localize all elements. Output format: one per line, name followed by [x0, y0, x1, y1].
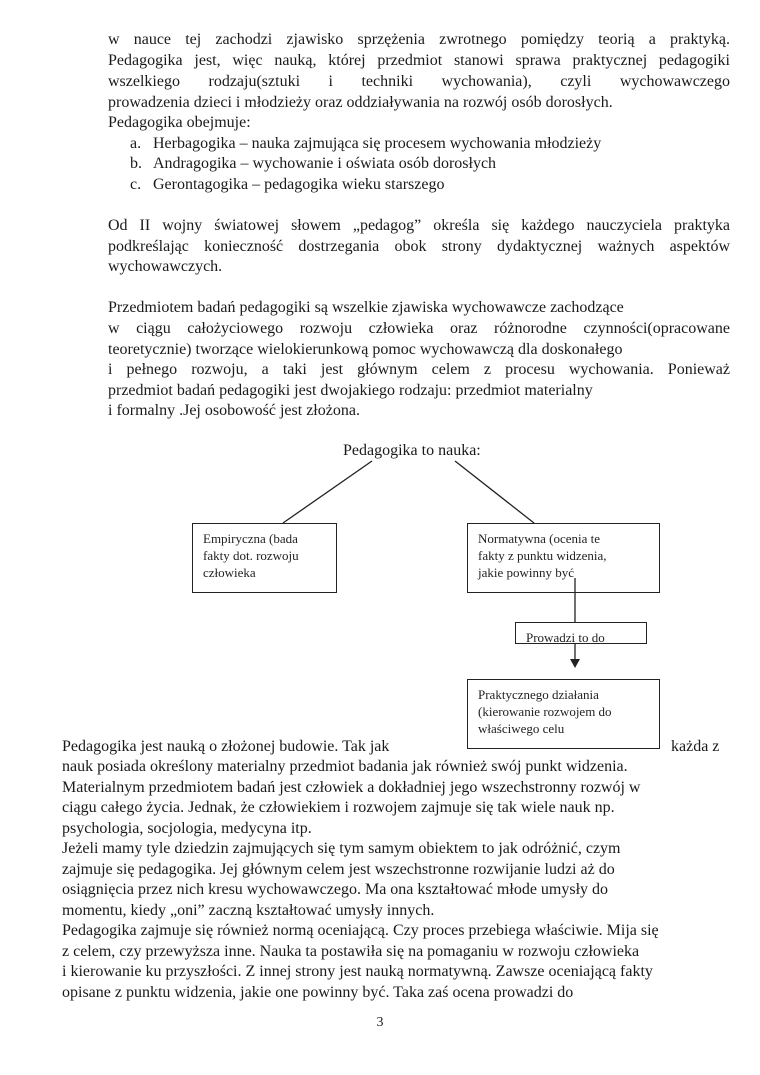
- diagram-box-empirical: [192, 523, 337, 593]
- paragraph4-line: Jeżeli mamy tyle dziedzin zajmujących się tym samym obiektem to jak odróżnić, czym: [62, 840, 621, 857]
- connector-right: [455, 461, 534, 523]
- paragraph4-line: nauk posiada określony materialny przedmiot badania jak również swój punkt widzenia.: [62, 758, 628, 775]
- box-line: Empiryczna (bada: [203, 531, 298, 546]
- list-marker: c.: [130, 176, 142, 193]
- box-line: Praktycznego działania: [478, 687, 599, 702]
- paragraph4-line: z celem, czy przewyższa inne. Nauka ta postawiła się na pomaganiu w rozwoju człowieka: [62, 943, 640, 960]
- paragraph3-line: przedmiot badań pedagogiki jest dwojakiego rodzaju: przedmiot materialny: [108, 382, 593, 399]
- box-line: Prowadzi to do: [526, 630, 605, 644]
- list-text: Andragogika – wychowanie i oświata osób dorosłych: [153, 155, 497, 172]
- paragraph1-line: prowadzenia dzieci i młodzieży oraz oddziaływania na rozwój osób dorosłych.: [108, 94, 613, 111]
- box-line: człowieka: [203, 565, 256, 580]
- diagram-box-normative: [467, 523, 660, 593]
- connector-left: [283, 461, 372, 523]
- paragraph4-line: Pedagogika zajmuje się również normą oceniającą. Czy proces przebiega właściwie. Mija się: [62, 922, 659, 939]
- paragraph4-line: osiągnięcia przez nich kresu wychowawczego. Ma ona kształtować młode umysły do: [62, 881, 609, 898]
- diagram-title: Pedagogika to nauka:: [343, 442, 481, 459]
- box-line: jakie powinny być: [478, 565, 575, 580]
- paragraph2-line: Od II wojny światowej słowem „pedagog” określa się każdego nauczyciela praktyka: [108, 217, 730, 234]
- paragraph4-line: Materialnym przedmiotem badań jest człowiek a dokładniej jego wszechstronny rozwój w: [62, 779, 641, 796]
- list-text: Herbagogika – nauka zajmująca się procesem wychowania młodzieży: [153, 135, 602, 152]
- paragraph3-line: Przedmiotem badań pedagogiki są wszelkie zjawiska wychowawcze zachodzące: [108, 299, 624, 316]
- paragraph3-line: teoretycznie) tworzące wielokierunkową pomoc wychowawczą dla doskonałego: [108, 341, 623, 358]
- list-text: Gerontagogika – pedagogika wieku starszego: [153, 176, 445, 193]
- paragraph3-line: i formalny .Jej osobowość jest złożona.: [108, 402, 360, 419]
- paragraph4-line: zajmuje się pedagogika. Jej głównym celem jest wszechstronne rozwijanie ludzi aż do: [62, 861, 615, 878]
- box-line: Normatywna (ocenia te: [478, 531, 601, 546]
- paragraph4-line: i kierowanie ku przyszłości. Z innej strony jest nauką normatywną. Zawsze oceniającą fakty: [62, 963, 653, 980]
- list-marker: a.: [130, 135, 142, 152]
- box-line: fakty z punktu widzenia,: [478, 548, 607, 563]
- paragraph1-line: w nauce tej zachodzi zjawisko sprzężenia zwrotnego pomiędzy teorią a praktyką.: [108, 31, 730, 48]
- paragraph4-line: momentu, kiedy „oni” zaczną kształtować umysły innych.: [62, 902, 435, 919]
- paragraph2-line: podkreślając konieczność dostrzegania obok strony dydaktycznej ważnych aspektów: [108, 238, 730, 255]
- paragraph4-first-left: Pedagogika jest nauką o złożonej budowie. Tak jak: [62, 738, 390, 755]
- paragraph3-line: w ciągu całożyciowego rozwoju człowieka oraz różnorodne czynności(opracowane: [108, 320, 730, 337]
- paragraph4-line: ciągu całego życia. Jednak, że człowiekiem i rozwojem zajmuje się tak wiele nauk np.: [62, 799, 615, 816]
- diagram-box-practical: [467, 679, 660, 749]
- paragraph4-line: psychologia, socjologia, medycyna itp.: [62, 820, 312, 837]
- diagram-box-leads-to: [515, 622, 647, 644]
- paragraph4-line: opisane z punktu widzenia, jakie one powinny być. Taka zaś ocena prowadzi do: [62, 984, 574, 1001]
- list-intro: Pedagogika obejmuje:: [108, 114, 251, 131]
- arrow-down-icon: [570, 659, 580, 668]
- list-marker: b.: [130, 155, 142, 172]
- box-line: właściwego celu: [478, 721, 565, 736]
- paragraph3-line: i pełnego rozwoju, a taki jest głównym celem z procesu wychowania. Ponieważ: [108, 361, 730, 378]
- paragraph2-line: wychowawczych.: [108, 258, 223, 275]
- box-line: (kierowanie rozwojem do: [478, 704, 612, 719]
- page-number: 3: [376, 1015, 384, 1030]
- paragraph1-line: Pedagogika jest, więc nauką, której przedmiot stanowi sprawa praktycznej pedagogiki: [108, 52, 730, 69]
- paragraph4-first-right: każda z: [671, 738, 720, 755]
- paragraph1-line: wszelkiego rodzaju(sztuki i techniki wychowania), czyli wychowawczego: [108, 73, 730, 90]
- box-line: fakty dot. rozwoju: [203, 548, 299, 563]
